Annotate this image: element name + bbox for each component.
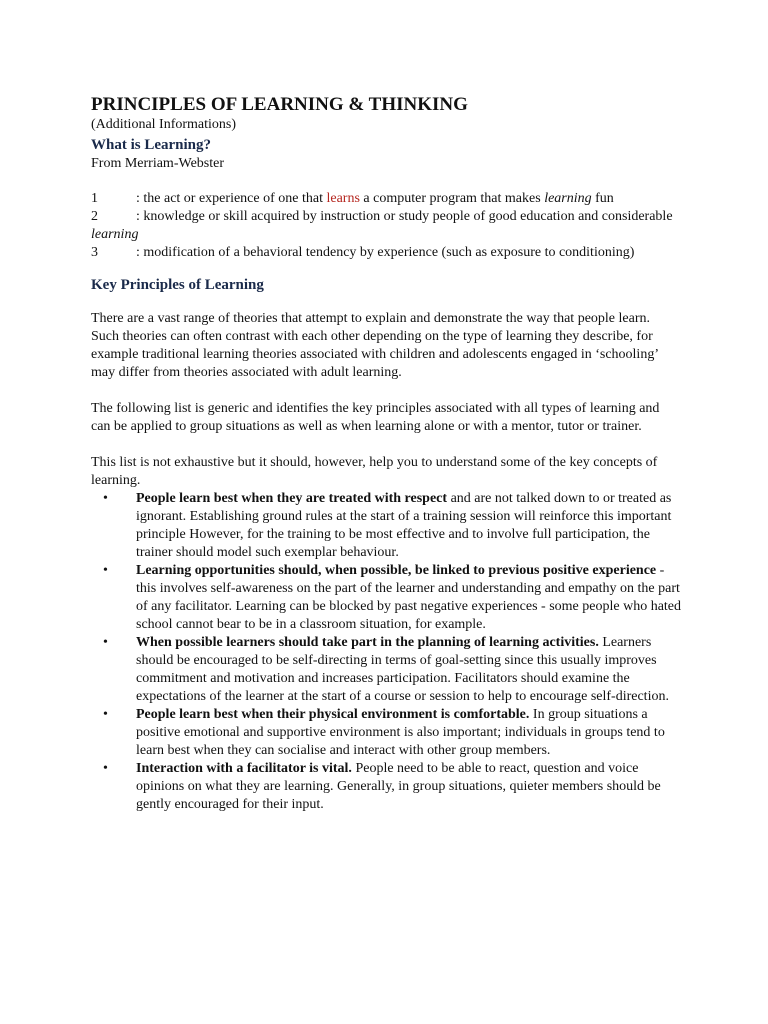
bullet: • [103,491,108,506]
bullet: • [103,563,108,578]
definition-number: 2 [91,209,98,224]
definition-text: fun [591,191,614,206]
key-principles-heading: Key Principles of Learning [91,277,264,293]
principle-bold: People learn best when they are treated with respect [136,491,448,506]
principle-text: In group situations a positive emotional and supportive environment is also important; individuals in groups tend to learn best when they can socialise and interact with other group members. [136,707,665,758]
paragraph-2: Such theories can often contrast with each other depending on the type of learning they describe, for example traditional learning theories associated with children and adolescents engaged in ‘schooling’ may differ from theories associated with adult learning. [91,329,658,380]
definition-2 [91,208,681,244]
definition-number: 3 [91,245,98,260]
definition-number: 1 [91,191,98,206]
paragraph-4: This list is not exhaustive but it should, however, help you to understand some of the key concepts of learning. [91,455,658,488]
definition-text: : modification of a behavioral tendency by experience (such as exposure to conditioning) [136,245,635,260]
source-line: From Merriam-Webster [91,156,224,171]
principle-bold: Learning opportunities should, when possible, be linked to previous positive experience [136,563,657,578]
bullet: • [103,635,108,650]
principle-bold: People learn best when their physical environment is comfortable. [136,707,530,722]
definition-example: learning [544,191,592,206]
definition-3 [91,244,681,262]
what-is-learning-heading: What is Learning? [91,137,212,153]
principle-text: Learners should be encouraged to be self-directing in terms of goal-setting since this usually improves commitment and motivation and increases participation. Facilitators should examine the expectations of the learner at the start of a course or session to help to encourage self-direction. [136,635,669,704]
principles-list [91,490,681,814]
principle-bold: Interaction with a facilitator is vital. [136,761,352,776]
learns-link[interactable]: learns [326,191,360,206]
document-subtitle: (Additional Informations) [91,117,237,132]
principle-bold: When possible learners should take part in the planning of learning activities. [136,635,599,650]
list-item [91,760,681,814]
definition-text: : the act or experience of one that [136,191,327,206]
definition-1 [91,190,681,208]
bullet: • [103,707,108,722]
paragraph-1: There are a vast range of theories that attempt to explain and demonstrate the way that people learn. [91,311,650,326]
paragraph-3: The following list is generic and identifies the key principles associated with all types of learning and can be applied to group situations as well as when learning alone or with a mentor, tutor or trainer. [91,401,660,434]
definition-text: : knowledge or skill acquired by instruction or study people of good education and considerable [136,209,673,224]
principle-text: and are not talked down to or treated as ignorant. Establishing ground rules at the start of a training session will reinforce this important principle However, for the training to be most effective and to involve full participation, the trainer should model such exemplar behaviour. [136,491,672,560]
list-item [91,490,681,562]
list-item [91,562,681,634]
principle-text: People need to be able to react, question and voice opinions on what they are learning. Generally, in group situations, quieter members should be gently encouraged for their input. [136,761,661,812]
definition-text: a computer program that makes [359,191,545,206]
principle-text: - this involves self-awareness on the part of the learner and understanding and empathy on the part of any facilitator. Learning can be blocked by past negative experiences - some people who hated school cannot bear to be in a classroom situation, for example. [136,563,682,632]
bullet: • [103,761,108,776]
list-item [91,634,681,706]
document-title: PRINCIPLES OF LEARNING & THINKING [91,94,468,115]
definition-example: learning [91,227,139,242]
list-item [91,706,681,760]
document-body [91,94,681,814]
